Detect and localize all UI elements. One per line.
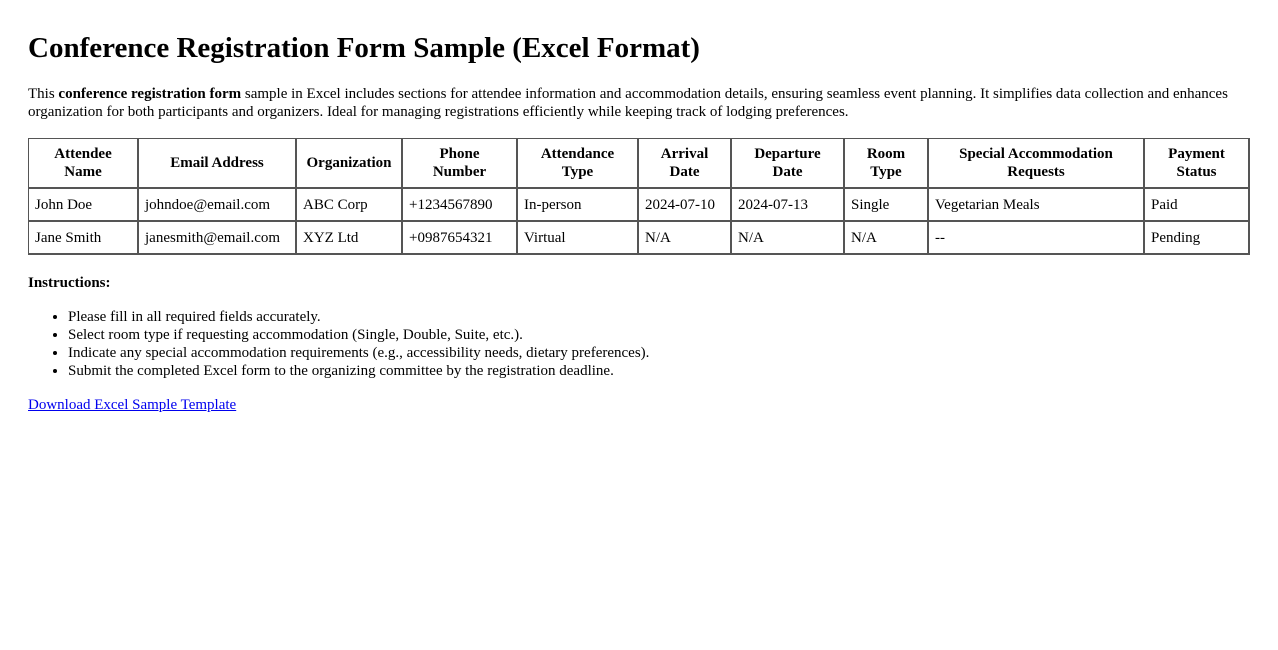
header-special-accommodation-requests xyxy=(929,139,1145,189)
header-attendee-name xyxy=(29,139,139,189)
page-title: Conference Registration Form Sample (Excel Format) xyxy=(28,32,700,64)
registration-table xyxy=(28,138,1250,255)
cell-phone-number: +0987654321 xyxy=(403,222,518,255)
header-line: Status xyxy=(1176,164,1217,180)
cell-attendee-name: John Doe xyxy=(29,189,139,222)
header-line: Email Address xyxy=(170,155,264,171)
list-item: • Indicate any special accommodation requirements (e.g., accessibility needs, dietary preferences). xyxy=(68,344,1250,362)
cell-organization: XYZ Ltd xyxy=(297,222,403,255)
cell-organization: ABC Corp xyxy=(297,189,403,222)
header-organization xyxy=(297,139,403,189)
header-line: Special Accommodation xyxy=(959,146,1113,162)
header-line: Departure xyxy=(754,146,821,162)
header-arrival-date xyxy=(639,139,732,189)
header-line: Type xyxy=(870,164,902,180)
cell-payment-status: Pending xyxy=(1145,222,1250,255)
table-row xyxy=(29,189,1250,222)
header-line: Attendance xyxy=(540,146,615,162)
cell-special-accommodation: -- xyxy=(929,222,1145,255)
cell-arrival-date: N/A xyxy=(639,222,732,255)
header-line: Room xyxy=(866,146,906,162)
cell-attendee-name: Jane Smith xyxy=(29,222,139,255)
list-item: • Please fill in all required fields accurately. xyxy=(68,308,1250,326)
header-email-address xyxy=(139,139,297,189)
header-payment-status xyxy=(1145,139,1250,189)
cell-phone-number: +1234567890 xyxy=(403,189,518,222)
download-template-link[interactable]: Download Excel Sample Template xyxy=(28,397,237,413)
header-attendance-type xyxy=(518,139,639,189)
intro-bold-phrase: conference registration form xyxy=(58,86,242,102)
list-item: • Submit the completed Excel form to the organizing committee by the registration deadline. xyxy=(68,362,1250,380)
header-line: Organization xyxy=(306,155,392,171)
cell-arrival-date: 2024-07-10 xyxy=(639,189,732,222)
header-line: Payment xyxy=(1168,146,1225,162)
cell-payment-status: Paid xyxy=(1145,189,1250,222)
header-line: Requests xyxy=(1007,164,1065,180)
header-line: Date xyxy=(772,164,803,180)
cell-departure-date: 2024-07-13 xyxy=(732,189,845,222)
header-line: Name xyxy=(64,164,102,180)
cell-email-address: johndoe@email.com xyxy=(139,189,297,222)
table-row xyxy=(29,222,1250,255)
cell-departure-date: N/A xyxy=(732,222,845,255)
intro-text-before: This xyxy=(28,86,59,102)
intro-paragraph xyxy=(28,85,1250,121)
instructions-list xyxy=(28,308,1250,380)
cell-email-address: janesmith@email.com xyxy=(139,222,297,255)
cell-special-accommodation: Vegetarian Meals xyxy=(929,189,1145,222)
cell-room-type: N/A xyxy=(845,222,929,255)
header-line: Phone xyxy=(439,146,480,162)
table-header-row xyxy=(29,139,1250,189)
header-line: Attendee xyxy=(54,146,112,162)
cell-attendance-type: In-person xyxy=(518,189,639,222)
header-room-type xyxy=(845,139,929,189)
cell-attendance-type: Virtual xyxy=(518,222,639,255)
header-line: Date xyxy=(669,164,700,180)
header-line: Arrival xyxy=(660,146,709,162)
cell-room-type: Single xyxy=(845,189,929,222)
header-departure-date xyxy=(732,139,845,189)
intro-text-after: sample in Excel includes sections for attendee information and accommodation details, ensuring seamless event planning. It simplifies data collection and enhances organization for both participants and organizers. Ideal for managing registrations efficiently while keeping track of lodging preferences. xyxy=(28,86,1228,120)
header-phone-number xyxy=(403,139,518,189)
header-line: Number xyxy=(432,164,487,180)
header-line: Type xyxy=(561,164,594,180)
list-item: • Select room type if requesting accommodation (Single, Double, Suite, etc.). xyxy=(68,326,1250,344)
instructions-title: Instructions: xyxy=(28,275,111,291)
